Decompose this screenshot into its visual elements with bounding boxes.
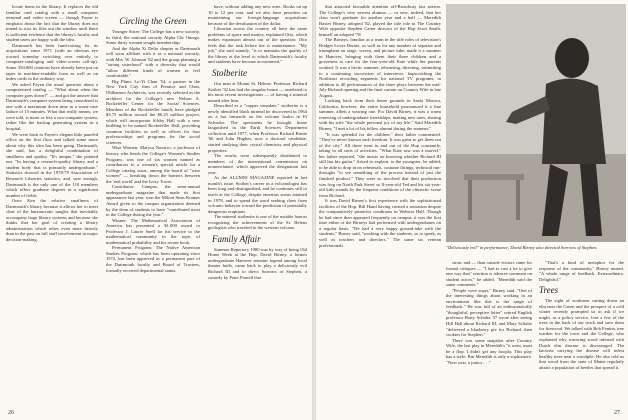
paragraph: Described as a "copper vanadate," stoiberite is a newly identified black mineral he discovered in 1964 on a hot fumarole on the volcano Izalco in El Salvador. The specimens he brought home languished in the Earth Sciences Department collection until 1977, when Professor Richard Birnie '66 and John Hughes, now a doctoral candidate, started studying their crystal chemistry and physical properties. xyxy=(208,103,307,153)
paragraph: Dartmouth has been fund-raising for its acquisitions since 1971 (with an obvious eye toward someday switching over entirely to computer-cataloging and video-screen call-up). Some 350,000 citations have already been put on tapes in machine-readable form as well as on index cards in the ordinary way. xyxy=(6,42,98,82)
paragraph: The Birneys, familiar as a team in the title roles of television's Bridget Loves Bernie, as well as for any number of separate and triumphant on stage, screen, and picture tube, made it a summer in Hanover, bringing with them their three children and a governess to care for the four-year-old Kate while her parents worked. It was a hectic summer, rehearsing, directing, submitting to a continuing succession of interviews, hopscotching the Northeast recording segments for national TV programs, in addition to 40 performances of the three plays between the mid-July Richard opening and the final curtain on Country Wife in late August. xyxy=(319,37,441,98)
paragraph: Contributor: Campus, the semi-annual undergraduate magazine that made its first appearance last year, won the Milton Sims Kramer Award given to the campus organization deemed by the dean of students to have "contributed most to the College during the year." xyxy=(106,184,200,218)
stage-prop-leg xyxy=(516,180,520,220)
paragraph: that attracted favorable attention off-Broadway last season. The College's very newest alumna — or new, indeed, that her class won't graduate for another year and a half — Meredith Baxter Birney, adopted '82, played the title role in The Country Wife opposite Stephen Carter director of the Hop Scott Smith, himself an adopted '78. xyxy=(319,4,441,37)
paragraph: There was some snapshot after Country Wife, the last play in Meredith's "it went, must be a flop. I didn't get any hoopla. This play has a style. But Meredith is only a sophomore. "Next year, a junior . . ." xyxy=(446,337,532,365)
photograph-performance xyxy=(446,4,626,242)
left-column-3 xyxy=(208,4,307,406)
section-heading-circling-the-green: Circling the Green xyxy=(119,16,187,26)
right-column-3 xyxy=(446,260,532,406)
paragraph: have, without adding any new ones. Books on up 10 to 12 per cent, and we also have priorities on maintaining our foreign-language acquisitions because of the devaluation of the dollar. xyxy=(208,4,307,26)
paragraph: "People were super," Birney said. "One of the interesting things about working in an environment like this is the range of feedback." He was full of an enthusiastically "thoughtful, perceptive letter" retired English professor Harry Schultz '37 wrote after seeing Hill Hall about Richard III, and Mary Schultz "delivered a blueberry pie for Richard, then cookies for Stephen." xyxy=(446,287,532,338)
left-column-2 xyxy=(106,4,200,406)
paragraph: Summer Repertory 1980 was by way of being Old Home Week at the Hop. David Birney, a former undergraduate Hanover remains legend among local theater buffs, came back to play a deliciously evil Richard III and to direct Sorrows of Stephen, a comedy by Peter Parnell that xyxy=(208,246,307,280)
stage-prop-leg xyxy=(468,180,472,220)
paragraph: As the ALUMNI MAGAZINE reported in last month's issue, Stoiber's career as a volcanologist has been long and distinguished, and he continues still to teach at the College, despite emeritus status attained in 1978, and to spend the word seeking clues from volcanic behavior toward the prediction of potentially dangerous eruptions. xyxy=(208,175,307,214)
section-heading-family-affair: Family Affair xyxy=(212,233,261,244)
paragraph: "It was splendid for the children," their father commented. "They've never known such freedom. It was great to get them out of the city." All three went in and out of the Hop constantly, taking in all sorts of activities. "What Kate saw was a marvel," her father reported, "she insists on knowing whether Richard III still has his guitar." Asked to explain, to the youngster, he added, to be able to drop in on rehearsals, costume fittings, technical run-throughs "to see something of the process instead of just the finished product." They were so involved that their production was frog on North Park Street so Il-year-old Ted and his six-year-old kids sounds by the frequent conditions of the climactic scene from Richard. xyxy=(319,131,441,198)
right-page xyxy=(315,0,628,420)
section-heading-stolberite: Stolberite xyxy=(212,68,247,79)
paragraph: The mineral stoiberite is one of the notable honors recognizing the achievements of the St. Helens geologists who traveled to the western volcano. xyxy=(208,214,307,231)
paragraph: Our man at Mount St. Helens: Professor Richard Stoiber '32 has had the singular honor — unrelated to his most recent investigations — of having a mineral named after him. xyxy=(208,81,307,103)
paragraph: Wise Women: Marysa Navarro, a professor of history who heads the College's Women's Studies Program, was one of six women named as contributors to a women's special article for a College catalog issue, among the board of "wise women" — breaking down the barriers between the 'real world' and the Ivory Tower. xyxy=(106,145,200,184)
paragraph: Winner: The Mathematical Association of America has presented a $1,000 award to Professor J. Laurie Snell for his service to the mathematical community in the topic of mathematical probability and his recent book. xyxy=(106,217,200,245)
left-page xyxy=(0,0,313,420)
paragraph: The results were subsequently distributed to members of the international commission on nomenclature, which approved the designation last year. xyxy=(208,153,307,175)
paragraph: And the Alpha Xi Delta chapter at Dartmouth will soon affiliate with it as a national sorority, with Mrs. W. Johnson '62 and the group planning a "strong sisterhood" with a diversity that would "allow different kinds of women to feel comfortable." xyxy=(106,45,200,79)
paragraph: Looking back from their home grounds in Santa Monica, California, however, the entire household pronounced it a fine summer, albeit a wearing one. For David Birney, it was a warm renewing of undergraduate friendships, making new ones, sharing with his wife "the whole personal joy of my life." Said Meredith Birney, "I met a lot of his fellow alumni during the summer." xyxy=(319,98,441,132)
paragraph: stron: and — than outside visitors came for formal critiques — "I had to cast a lot to give one way that" reaction is adverse comment on student actors," he added. "Meredith said the same comments." xyxy=(446,260,532,288)
paragraph: "That's a kind of metaphor for the response of the community," Birney mused. "A whole range of feedback. Extraordinary. Delightful." xyxy=(539,260,624,282)
performer-torso xyxy=(542,78,606,164)
paragraph: Big Plum: Lo-Yi Chan '54, a partner in the New York City firm of Prentice and Chan, Ohlhausen Architects, was recently selected as the architect for the College's new Nelson A. Rockefeller Center for the Social Sciences. Members of the Rockefeller family have pledged $3.75 million toward the $6.25 million project, which will incorporate Silsby Hall with a new building to be named Rockefeller Hall, providing common facilities as well as offices for four professorships and programs for the social sciences. xyxy=(106,78,200,145)
paragraph: locate items in the library. It replaces the old familiar card catalog with a small computer terminal and video screen — though Fayen is emphatic about the fact that the library does not intend to toss its files out the window until there is sufficient evidence that the library's faculty and student users are happy with the idea. xyxy=(6,4,98,43)
section-heading-trees: Trees xyxy=(539,285,559,296)
left-column-1 xyxy=(6,4,98,406)
page-number: 27 xyxy=(614,410,620,416)
paragraph: Once Ken the relative smallness of Dartmouth's library because it allows her to meet clear of the bureaucratic tangles that inevitably accompany large library systems and because she thinks that her goal of creating a library administration which relies even more heavily than in the past on full staff involvement in major decision-making. xyxy=(6,198,98,242)
photo-caption: "Deliciously evil" in performance, David Birney also directed Sorrows of Stephen. xyxy=(446,245,598,250)
paragraph: It was David Birney's first experience with the sophisticated facilities of the Hop. Bill Hand having created a sensation despite the comparatively primitive conditions in Webster Hall. Though he had since then appeared frequently on campus, it was the first time either of the Birneys had performed with undergraduates on a regular basis. "We had a very happy ground-take with the students," Birney said, "working with the students, so to speak, as well as teachers and directors." The same six veteran professionals xyxy=(319,198,441,248)
paragraph: Younger Sister: The College has a new sorority, its third, the national sorority Alpha Chi Omega. Some thirty women sought membership. xyxy=(106,29,200,46)
paragraph: We were back to Fayen's elegant little paneled office on the first floor and talked some more about why this idea has been going. Dartmouth, she said, has a delightful combination of smallness and quality. "It's unique," she pointed out. "In having a research-quality library and a student body that is primarily undergraduate." Statistics showed in the 1978-79 Association of Research Libraries statistics, and, sure enough, Dartmouth is the only one of the 110 members which offers graduate degrees in a significant number of fields. xyxy=(6,131,98,198)
paragraph: Permanent Program: The Native American Studies Program, which has been operating since 1972, has been approved as a permanent part of the Dartmouth faculty and Board of Trustees, formally received departmental status. xyxy=(106,245,200,273)
photo-illustration xyxy=(446,4,626,242)
right-column-1 xyxy=(319,4,441,406)
right-column-4 xyxy=(539,260,624,406)
paragraph: The sight of workmen cutting down an elm near the Green and the prospect of a cold winter recently prompted us to ask if we might, as a policy service, lose a few of the trees in the back of our truck and save them for firewood. We talked with Bob Fenton, tree warden for the town and the College, who explained why wavering wood infested with Dutch elm disease is discouraged. The bacteria carrying the disease will infest healthy trees near a woodpile. He also told us that wood from the state of Maine regularly attract a population of beetles that spread it. xyxy=(539,298,624,370)
performer-head xyxy=(555,38,589,78)
paragraph: We asked Fayen the usual question about a computerized catalog — "What about when the computer goes down?" — and got the answer that Dartmouth's computer system being considered is one with a maximum down time in a worst-case failure of 15 minutes. What that really means, we were told, is more or less a two-computer system, rather like the backup generating system in a hospital. xyxy=(6,81,98,132)
paragraph: Librarian across the country all have the same problems of space and money, explained Otto, which makes expansion almost out of the question. Otto feels that the task before her is maintenance. "My job," she said sunnily, "is to maintain the quality of the library at the level to which Dartmouth's faculty and students have become accustomed." xyxy=(208,26,307,65)
page-number: 26 xyxy=(8,410,14,416)
stage-prop xyxy=(464,174,524,180)
